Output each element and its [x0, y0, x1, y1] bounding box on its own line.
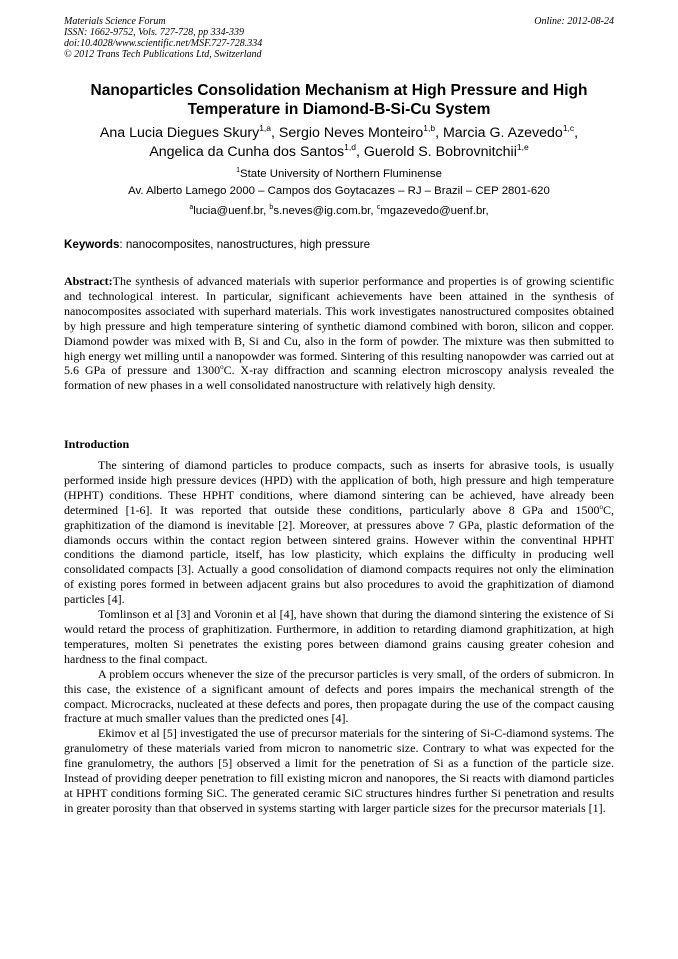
author-affiliation-mark: 1,d — [344, 142, 356, 152]
author-separator: , — [355, 144, 364, 160]
author — [149, 144, 364, 160]
email-mark: c — [376, 204, 381, 211]
author-separator: , — [435, 125, 443, 141]
online-date: Online: 2012-08-24 — [534, 16, 614, 27]
author-name: Angelica da Cunha dos Santos — [149, 144, 345, 160]
email-separator: , — [263, 205, 270, 217]
paragraph: Tomlinson et al [3] and Voronin et al [4], have shown that during the diamond sintering the existence of Si would retard the process of graphitization. Furthermore, in addition to retarding diamond graphitization, at high temperatures, molten Si penetrates the existing pores between diamond grains causing greater cohesion and hardness to the final compact. — [64, 607, 614, 666]
section-heading-introduction: Introduction — [64, 437, 130, 451]
author-name: Sergio Neves Monteiro — [278, 125, 424, 141]
abstract-label: Abstract: — [64, 274, 113, 288]
email-address: s.neves@ig.com.br — [273, 205, 371, 217]
degree-sign: o — [599, 502, 603, 511]
email-separator: , — [485, 205, 489, 217]
author-name: Ana Lucia Diegues Skury — [99, 125, 260, 141]
email-address: lucia@uenf.br — [193, 205, 264, 217]
paragraph: Ekimov et al [5] investigated the use of precursor materials for the sintering of Si-C-diamond systems. The granulometry of these materials varied from micron to nanometric size. Contrary to what was expected for the fine granulometry, the authors [5] observed a limit for the penetration of Si as a function of the particle size. Instead of providing deeper penetration to fill existing micron and nanopores, the Si reacts with diamond particles at HPHT conditions forming SiC. The generated ceramic SiC structures hindres further Si penetration and results in greater porosity than that observed in systems starting with larger particle sizes for the precursor materials [1]. — [64, 726, 614, 815]
keywords-label: Keywords — [64, 238, 120, 251]
author — [364, 144, 529, 160]
author-name: Guerold S. Bobrovnitchii — [363, 144, 517, 160]
paragraph-text: The sintering of diamond particles to produce compacts, such as inserts for abrasive tools, is usually performed inside high pressure devices (HPD) with the application of both, high pressure and high temperature (HPHT) conditions. These HPHT conditions, where diamond sintering can be achieved, have already been determined [1-6]. It was reported that outside these conditions, particularly above 8 GPa and 1500 — [64, 458, 614, 517]
email-separator: , — [370, 205, 377, 217]
author-affiliation-mark: 1,c — [562, 123, 575, 133]
abstract — [64, 274, 614, 393]
author-list — [40, 124, 638, 162]
introduction-body — [64, 458, 614, 816]
author-affiliation-mark: 1,a — [259, 123, 272, 133]
publication-info — [64, 16, 614, 60]
running-header — [64, 16, 614, 60]
doi-line: doi:10.4028/www.scientific.net/MSF.727-728.334 — [64, 38, 263, 49]
email-list — [64, 204, 614, 218]
author-name: Marcia G. Azevedo — [442, 125, 563, 141]
journal-name: Materials Science Forum — [64, 16, 166, 27]
author — [100, 125, 279, 141]
author-separator: , — [574, 125, 579, 141]
author-affiliation-mark: 1,e — [516, 142, 529, 152]
keywords-text: : nanocomposites, nanostructures, high pressure — [119, 238, 371, 251]
abstract-text-continued: C. X-ray diffraction and scanning electron microscopy analysis revealed the formation of new phases in a well consolidated nanostructure with relatively high density. — [64, 363, 614, 393]
copyright-line: © 2012 Trans Tech Publications Ltd, Switzerland — [64, 49, 262, 60]
paragraph: A problem occurs whenever the size of the precursor particles is very small, of the orders of submicron. In this case, the existence of a significant amount of defects and pores impairs the mechanical strength of the compact. Microcracks, nucleated at these defects and pores, then propagate during the use of the compact causing fracture at much smaller values than the predicted ones [4]. — [64, 666, 614, 726]
issn-line: ISSN: 1662-9752, Vols. 727-728, pp 334-339 — [64, 27, 244, 38]
email-address: mgazevedo@uenf.br — [380, 205, 486, 217]
affiliation-name — [64, 167, 614, 181]
author — [443, 125, 578, 141]
abstract-text: The synthesis of advanced materials with superior performance and properties is of growing scientific and technological interest. In particular, significant achievements have been attained in the synthesis of nanocomposites associated with superhard materials. This work investigates nanostructured composites obtained by high pressure and high temperature sintering of synthetic diamond combined with boron, silicon and copper. Diamond powder was mixed with B, Si and Cu, also in the form of powder. The mixture was then submitted to high energy wet milling until a nanopowder was formed. Sintering of this resulting nanopowder was carried out at 5.6 GPa of pressure and 1300 — [64, 274, 614, 378]
email-mark: b — [269, 204, 274, 211]
email-mark: a — [189, 204, 194, 211]
paragraph-text-continued: C, graphitization of the diamond is inevitable [2]. Moreover, at pressures above 7 GPa, plastic deformation of the diamonds occurs within the contact region between sintered grains. However within the conventinal HPHT conditions the diamond particle, itself, has low plasticity, which explains the difficulty in producing well consolidated compacts [3]. Actually a good consolidation of diamond compacts requires not only the elimination of existing pores formed in between adjacent grains but also procedures to avoid the graphitization of diamond particles [4]. — [64, 502, 614, 607]
keywords — [64, 238, 614, 252]
author — [279, 125, 443, 141]
affiliation-mark: 1 — [236, 167, 240, 174]
affiliation-text: State University of Northern Fluminense — [239, 168, 442, 180]
affiliation-address: Av. Alberto Lamego 2000 – Campos dos Goytacazes – RJ – Brazil – CEP 2801-620 — [128, 185, 550, 197]
paragraph — [64, 458, 614, 607]
author-affiliation-mark: 1,b — [423, 123, 436, 133]
author-separator: , — [271, 125, 279, 141]
degree-sign: o — [220, 363, 224, 372]
paper-title: Nanoparticles Consolidation Mechanism at High Pressure and High Temperature in Diamond-B-Si-Cu System — [90, 82, 588, 118]
